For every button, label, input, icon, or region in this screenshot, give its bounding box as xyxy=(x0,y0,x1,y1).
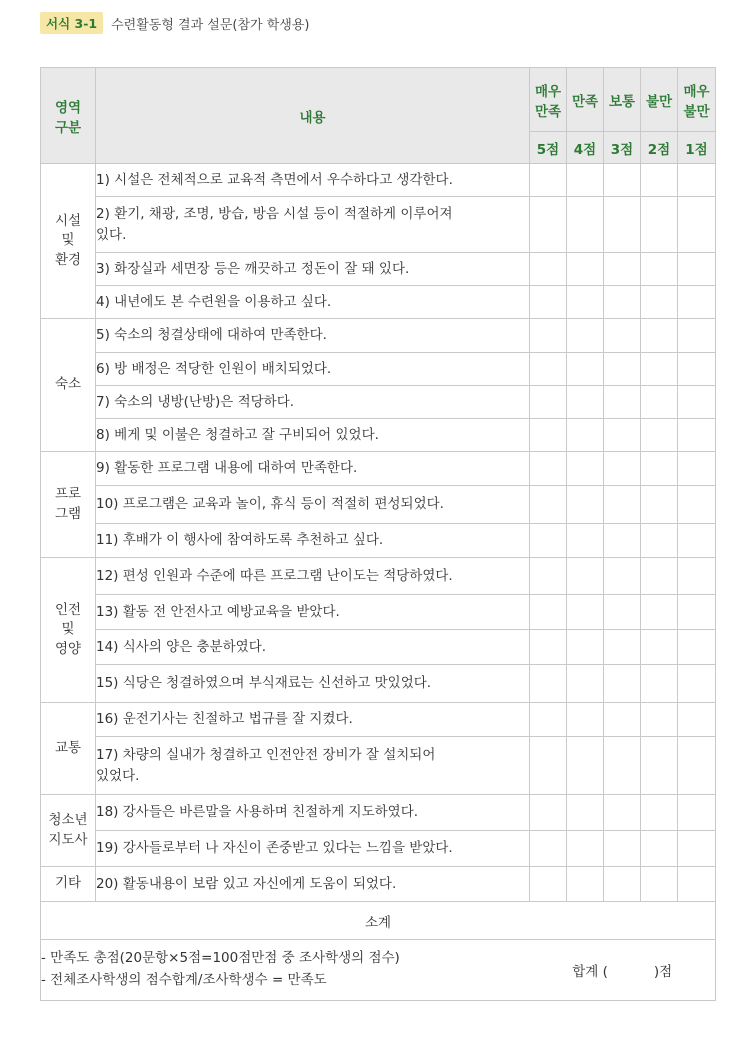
rating-cell[interactable] xyxy=(678,353,716,386)
question-text: 9) 활동한 프로그램 내용에 대하여 만족한다. xyxy=(96,452,530,486)
question-text: 3) 화장실과 세면장 등은 깨끗하고 정돈이 잘 돼 있다. xyxy=(96,253,530,286)
rating-cell[interactable] xyxy=(567,286,604,319)
rating-cell[interactable] xyxy=(530,353,567,386)
rating-cell[interactable] xyxy=(678,831,716,867)
rating-cell[interactable] xyxy=(604,867,641,902)
rating-cell[interactable] xyxy=(678,558,716,595)
rating-cell[interactable] xyxy=(530,319,567,353)
table-row xyxy=(41,164,716,197)
table-row xyxy=(41,524,716,558)
table-row xyxy=(41,452,716,486)
rating-cell[interactable] xyxy=(530,452,567,486)
rating-cell[interactable] xyxy=(678,867,716,902)
question-text: 6) 방 배정은 적당한 인원이 배치되었다. xyxy=(96,353,530,386)
table-row xyxy=(41,867,716,902)
header-row xyxy=(41,68,716,132)
table-row xyxy=(41,197,716,253)
category-label: 교통 xyxy=(41,703,96,795)
table-row xyxy=(41,595,716,630)
category-label: 프로 그램 xyxy=(41,452,96,558)
category-label: 인전 및 영양 xyxy=(41,558,96,703)
score-3: 3점 xyxy=(604,132,641,164)
total-score: 합계 ( )점 xyxy=(530,940,716,1001)
question-text: 16) 운전기사는 친절하고 법규를 잘 지켰다. xyxy=(96,703,530,737)
question-text: 18) 강사들은 바른말을 사용하며 친절하게 지도하였다. xyxy=(96,795,530,831)
rating-cell[interactable] xyxy=(604,197,641,253)
question-text: 4) 내년에도 본 수련원을 이용하고 싶다. xyxy=(96,286,530,319)
rating-cell[interactable] xyxy=(641,386,678,419)
rating-cell[interactable] xyxy=(530,386,567,419)
rating-cell[interactable] xyxy=(641,558,678,595)
table-row xyxy=(41,630,716,665)
subtotal-row xyxy=(41,902,716,940)
scoring-notes: - 만족도 총점(20문항×5점=100점만점 중 조사학생의 점수) - 전체조사학생의 점수합계/조사학생수 = 만족도 xyxy=(41,940,530,1001)
rating-cell[interactable] xyxy=(567,353,604,386)
rating-cell[interactable] xyxy=(678,319,716,353)
rating-cell[interactable] xyxy=(567,630,604,665)
score-5: 5점 xyxy=(530,132,567,164)
rating-cell[interactable] xyxy=(678,595,716,630)
category-header: 영역 구분 xyxy=(41,68,96,164)
rating-cell[interactable] xyxy=(567,486,604,524)
survey-table xyxy=(40,67,716,1001)
rating-cell[interactable] xyxy=(604,419,641,452)
rating-cell[interactable] xyxy=(530,197,567,253)
question-text: 7) 숙소의 냉방(난방)은 적당하다. xyxy=(96,386,530,419)
rating-cell[interactable] xyxy=(530,665,567,703)
rating-cell[interactable] xyxy=(604,164,641,197)
rating-cell[interactable] xyxy=(604,253,641,286)
category-label: 청소년 지도사 xyxy=(41,795,96,867)
content-header: 내용 xyxy=(96,68,530,164)
rating-cell[interactable] xyxy=(641,253,678,286)
rating-cell[interactable] xyxy=(604,524,641,558)
rating-cell[interactable] xyxy=(530,867,567,902)
rating-cell[interactable] xyxy=(678,286,716,319)
rating-cell[interactable] xyxy=(530,558,567,595)
table-row xyxy=(41,795,716,831)
rating-cell[interactable] xyxy=(530,630,567,665)
table-row xyxy=(41,486,716,524)
question-text: 17) 차량의 실내가 청결하고 인전안전 장비가 잘 설치되어 있었다. xyxy=(96,737,530,795)
rating-cell[interactable] xyxy=(604,386,641,419)
rating-cell[interactable] xyxy=(678,630,716,665)
rating-cell[interactable] xyxy=(678,665,716,703)
rating-cell[interactable] xyxy=(530,595,567,630)
rating-cell[interactable] xyxy=(530,831,567,867)
rating-cell[interactable] xyxy=(567,197,604,253)
rating-cell[interactable] xyxy=(567,795,604,831)
rating-cell[interactable] xyxy=(678,703,716,737)
question-text: 8) 베게 및 이불은 청결하고 잘 구비되어 있었다. xyxy=(96,419,530,452)
rating-cell[interactable] xyxy=(604,737,641,795)
score-4: 4점 xyxy=(567,132,604,164)
question-text: 19) 강사들로부터 나 자신이 존중받고 있다는 느낌을 받았다. xyxy=(96,831,530,867)
table-row xyxy=(41,286,716,319)
summary-row xyxy=(41,940,716,1001)
rating-cell[interactable] xyxy=(678,386,716,419)
rating-cell[interactable] xyxy=(678,452,716,486)
rating-cell[interactable] xyxy=(604,795,641,831)
rating-cell[interactable] xyxy=(567,386,604,419)
rating-cell[interactable] xyxy=(530,164,567,197)
rating-cell[interactable] xyxy=(604,703,641,737)
rating-header-satisfied: 만족 xyxy=(567,68,604,132)
category-label: 숙소 xyxy=(41,319,96,452)
rating-cell[interactable] xyxy=(567,737,604,795)
table-row xyxy=(41,665,716,703)
question-text: 10) 프로그램은 교육과 놀이, 휴식 등이 적절히 편성되었다. xyxy=(96,486,530,524)
rating-cell[interactable] xyxy=(530,703,567,737)
question-text: 11) 후배가 이 행사에 참여하도록 추천하고 싶다. xyxy=(96,524,530,558)
rating-cell[interactable] xyxy=(678,524,716,558)
rating-cell[interactable] xyxy=(567,419,604,452)
rating-cell[interactable] xyxy=(567,524,604,558)
rating-cell[interactable] xyxy=(530,253,567,286)
rating-cell[interactable] xyxy=(567,665,604,703)
form-header xyxy=(40,12,309,34)
table-row xyxy=(41,419,716,452)
rating-cell[interactable] xyxy=(641,867,678,902)
question-text: 1) 시설은 전체적으로 교육적 측면에서 우수하다고 생각한다. xyxy=(96,164,530,197)
rating-cell[interactable] xyxy=(641,703,678,737)
rating-cell[interactable] xyxy=(567,253,604,286)
rating-cell[interactable] xyxy=(678,795,716,831)
form-title: 수련활동형 결과 설문(참가 학생용) xyxy=(111,17,310,33)
rating-cell[interactable] xyxy=(604,831,641,867)
question-text: 2) 환기, 채광, 조명, 방습, 방음 시설 등이 적절하게 이루어져 있다. xyxy=(96,197,530,253)
rating-cell[interactable] xyxy=(530,737,567,795)
rating-cell[interactable] xyxy=(604,286,641,319)
rating-cell[interactable] xyxy=(678,164,716,197)
rating-cell[interactable] xyxy=(604,595,641,630)
rating-cell[interactable] xyxy=(641,665,678,703)
rating-cell[interactable] xyxy=(604,452,641,486)
question-text: 20) 활동내용이 보람 있고 자신에게 도움이 되었다. xyxy=(96,867,530,902)
rating-cell[interactable] xyxy=(567,452,604,486)
table-row xyxy=(41,386,716,419)
rating-cell[interactable] xyxy=(641,286,678,319)
table-row xyxy=(41,253,716,286)
rating-cell[interactable] xyxy=(641,486,678,524)
rating-cell[interactable] xyxy=(567,831,604,867)
rating-cell[interactable] xyxy=(530,795,567,831)
question-text: 15) 식당은 청결하였으며 부식재료는 신선하고 맛있었다. xyxy=(96,665,530,703)
form-number-badge: 서식 3-1 xyxy=(40,12,103,34)
category-label: 시설 및 환경 xyxy=(41,164,96,319)
rating-cell[interactable] xyxy=(530,419,567,452)
rating-cell[interactable] xyxy=(604,353,641,386)
rating-cell[interactable] xyxy=(567,319,604,353)
rating-cell[interactable] xyxy=(641,737,678,795)
rating-cell[interactable] xyxy=(604,319,641,353)
table-row xyxy=(41,319,716,353)
rating-cell[interactable] xyxy=(641,164,678,197)
rating-cell[interactable] xyxy=(641,595,678,630)
rating-cell[interactable] xyxy=(678,197,716,253)
rating-cell[interactable] xyxy=(604,486,641,524)
rating-cell[interactable] xyxy=(567,558,604,595)
table-row xyxy=(41,831,716,867)
table-row xyxy=(41,353,716,386)
rating-cell[interactable] xyxy=(641,319,678,353)
question-text: 5) 숙소의 청결상태에 대하여 만족한다. xyxy=(96,319,530,353)
rating-header-very-dissatisfied: 매우 불만 xyxy=(678,68,716,132)
rating-cell[interactable] xyxy=(641,419,678,452)
table-row xyxy=(41,558,716,595)
rating-cell[interactable] xyxy=(567,595,604,630)
score-2: 2점 xyxy=(641,132,678,164)
rating-header-neutral: 보통 xyxy=(604,68,641,132)
rating-cell[interactable] xyxy=(678,253,716,286)
rating-cell[interactable] xyxy=(567,703,604,737)
rating-cell[interactable] xyxy=(530,286,567,319)
rating-cell[interactable] xyxy=(678,419,716,452)
subtotal-label: 소계 xyxy=(41,902,716,940)
score-1: 1점 xyxy=(678,132,716,164)
rating-cell[interactable] xyxy=(604,558,641,595)
rating-cell[interactable] xyxy=(530,486,567,524)
rating-cell[interactable] xyxy=(604,630,641,665)
rating-cell[interactable] xyxy=(604,665,641,703)
question-text: 13) 활동 전 안전사고 예방교육을 받았다. xyxy=(96,595,530,630)
rating-cell[interactable] xyxy=(641,831,678,867)
rating-cell[interactable] xyxy=(641,353,678,386)
rating-cell[interactable] xyxy=(641,452,678,486)
rating-cell[interactable] xyxy=(567,867,604,902)
rating-header-very-satisfied: 매우 만족 xyxy=(530,68,567,132)
rating-cell[interactable] xyxy=(530,524,567,558)
rating-cell[interactable] xyxy=(641,630,678,665)
question-text: 12) 편성 인원과 수준에 따른 프로그램 난이도는 적당하였다. xyxy=(96,558,530,595)
table-row xyxy=(41,703,716,737)
rating-cell[interactable] xyxy=(567,164,604,197)
rating-cell[interactable] xyxy=(641,197,678,253)
rating-header-dissatisfied: 불만 xyxy=(641,68,678,132)
rating-cell[interactable] xyxy=(641,795,678,831)
rating-cell[interactable] xyxy=(641,524,678,558)
rating-cell[interactable] xyxy=(678,486,716,524)
rating-cell[interactable] xyxy=(678,737,716,795)
category-label: 기타 xyxy=(41,867,96,902)
table-row xyxy=(41,737,716,795)
question-text: 14) 식사의 양은 충분하였다. xyxy=(96,630,530,665)
